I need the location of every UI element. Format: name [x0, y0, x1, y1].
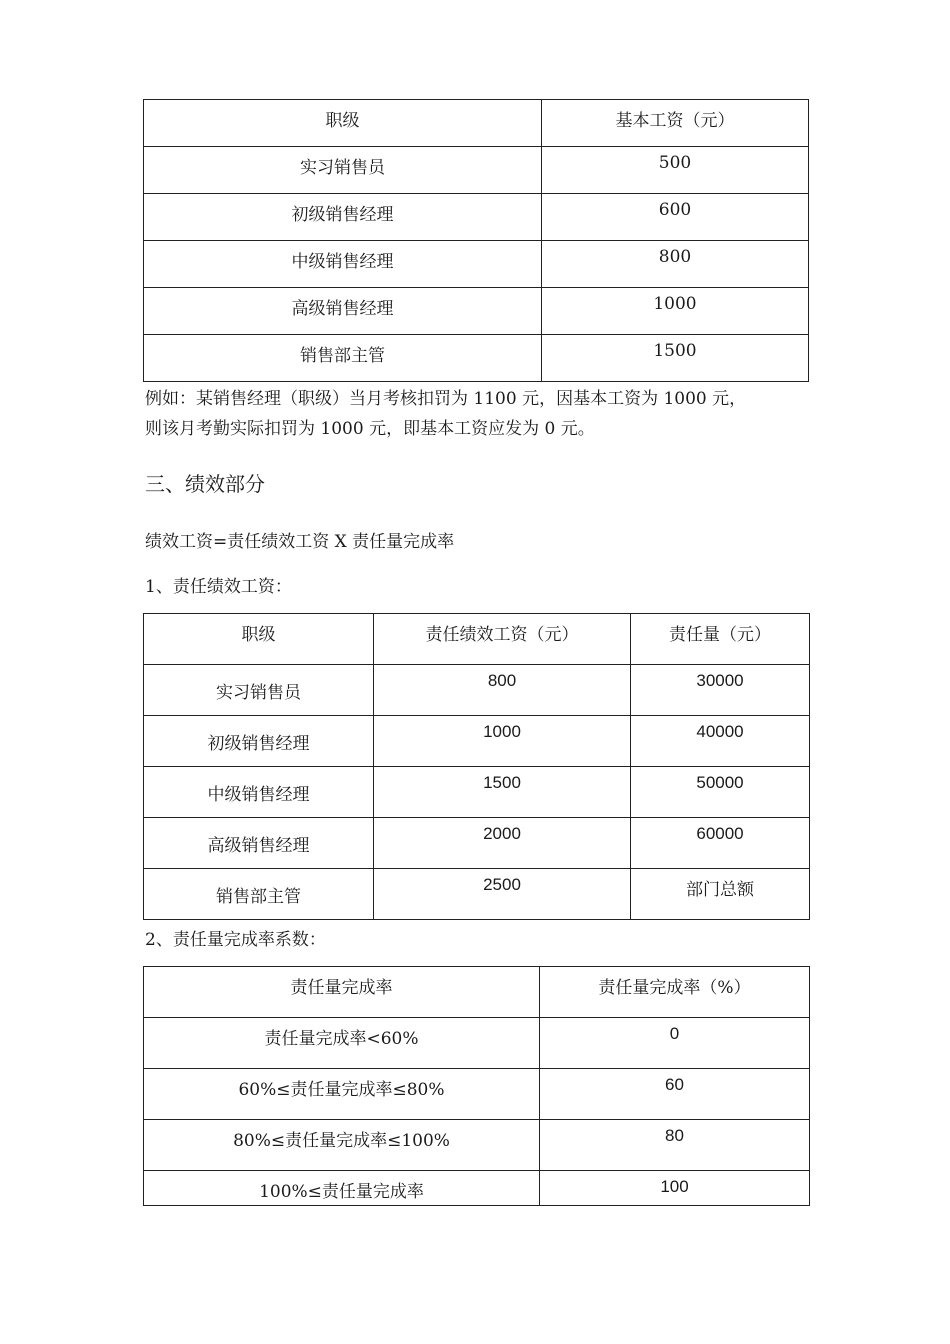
table-cell: 1000 — [542, 288, 809, 335]
table-row — [144, 194, 809, 241]
table-header-cell: 职级 — [144, 100, 542, 147]
table-row — [144, 665, 810, 716]
table-cell: 1500 — [374, 767, 631, 818]
table-row — [144, 288, 809, 335]
table-cell: 中级销售经理 — [144, 767, 374, 818]
table-header-row — [144, 100, 809, 147]
table-header-cell: 责任量完成率（%） — [540, 967, 810, 1018]
table-cell: 50000 — [631, 767, 810, 818]
table-row — [144, 241, 809, 288]
table-cell: 100%≤责任量完成率 — [144, 1171, 540, 1206]
table-cell: 800 — [374, 665, 631, 716]
table-cell: 80 — [540, 1120, 810, 1171]
table-header-row — [144, 967, 810, 1018]
table-cell: 高级销售经理 — [144, 818, 374, 869]
section-heading: 三、绩效部分 — [145, 472, 265, 496]
table-cell: 1500 — [542, 335, 809, 382]
table-cell: 500 — [542, 147, 809, 194]
table-row — [144, 818, 810, 869]
subheading-1: 1、责任绩效工资： — [145, 577, 292, 597]
table-cell: 60 — [540, 1069, 810, 1120]
table-header-cell: 责任绩效工资（元） — [374, 614, 631, 665]
table-cell: 80%≤责任量完成率≤100% — [144, 1120, 540, 1171]
table-cell: 销售部主管 — [144, 869, 374, 920]
table-cell: 0 — [540, 1018, 810, 1069]
table-cell: 30000 — [631, 665, 810, 716]
table-cell: 60%≤责任量完成率≤80% — [144, 1069, 540, 1120]
base-salary-table — [143, 99, 809, 382]
table-header-cell: 责任量完成率 — [144, 967, 540, 1018]
subheading-2: 2、责任量完成率系数： — [145, 930, 326, 950]
table-row — [144, 1018, 810, 1069]
table-cell: 实习销售员 — [144, 665, 374, 716]
table-cell: 责任量完成率<60% — [144, 1018, 540, 1069]
table-header-cell: 职级 — [144, 614, 374, 665]
table-cell: 中级销售经理 — [144, 241, 542, 288]
table-header-cell: 基本工资（元） — [542, 100, 809, 147]
table-cell: 100 — [540, 1171, 810, 1206]
table-row — [144, 716, 810, 767]
table-row — [144, 147, 809, 194]
table-cell: 销售部主管 — [144, 335, 542, 382]
table-cell: 60000 — [631, 818, 810, 869]
table-row — [144, 1120, 810, 1171]
table-cell: 2000 — [374, 818, 631, 869]
table-cell: 初级销售经理 — [144, 716, 374, 767]
table-cell: 初级销售经理 — [144, 194, 542, 241]
example-line-1: 例如：某销售经理（职级）当月考核扣罚为 1100 元，因基本工资为 1000 元， — [145, 389, 747, 409]
table-header-cell: 责任量（元） — [631, 614, 810, 665]
table-cell: 600 — [542, 194, 809, 241]
table-row — [144, 1069, 810, 1120]
table-row — [144, 335, 809, 382]
table-cell: 1000 — [374, 716, 631, 767]
table-cell: 2500 — [374, 869, 631, 920]
table-cell: 部门总额 — [631, 869, 810, 920]
table-cell: 高级销售经理 — [144, 288, 542, 335]
table-cell: 40000 — [631, 716, 810, 767]
table-row — [144, 869, 810, 920]
table-cell: 800 — [542, 241, 809, 288]
table-row — [144, 1171, 810, 1206]
table-cell: 实习销售员 — [144, 147, 542, 194]
performance-salary-table — [143, 613, 810, 920]
table-header-row — [144, 614, 810, 665]
formula-text: 绩效工资=责任绩效工资 X 责任量完成率 — [145, 532, 455, 552]
completion-rate-table — [143, 966, 810, 1206]
example-line-2: 则该月考勤实际扣罚为 1000 元，即基本工资应发为 0 元。 — [145, 419, 595, 439]
table-row — [144, 767, 810, 818]
